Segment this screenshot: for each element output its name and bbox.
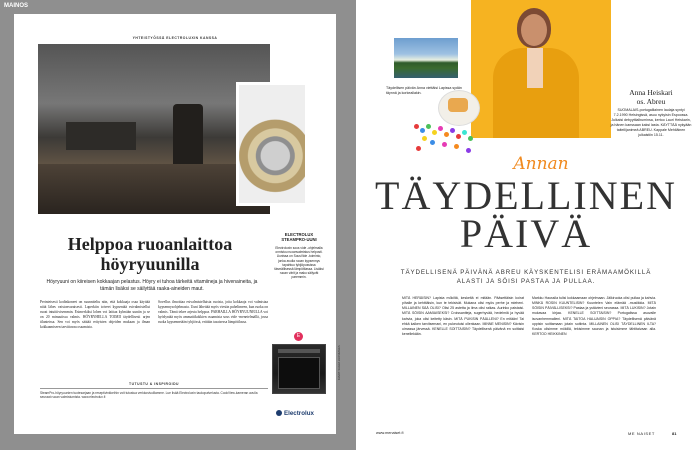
lapland-photo: [392, 36, 460, 80]
article-col1: MITÄ HERÄISIN? Lapista mökiltä, keskeltä ei mitään. Pääsettäisin koirat pihalle ja kehittäisin, kun te tekisivät. Mukana olisi myös perhe ja mieheni. MILLAINEN SÄÄ OLISI? Olisi 25 astetta ja ilma olisi raikas. Aurinko paistaisi. MITÄ SÖISIN AAMIAISEKSI? Croissantteja, sugerhyvää, hedelmiä ja hyvää kahvia, joka olisi keitetty käsin. MITÄ PUKISIN PÄÄLLENI? En mitään! Tai ehkä kaiken tarvitsemani, en pukeutuisi ollenkaan. MINNE MENISIN? Kävisin uimassa järvessä. KENELLE SOITTAISIN? Täydellisenä päivänä en soittaisi kenellekään.: [402, 296, 524, 337]
subject-name-suffix: os. Abreu: [636, 97, 666, 106]
subject-name: Anna Heiskari: [629, 88, 673, 97]
photo-caption: Täydellisen päivän Anna viettäisi Lapissa sydän täynnä ja korkeallakin.: [386, 86, 462, 95]
section-label: MAINOS: [4, 3, 28, 9]
ad-subhead: Höyryuuni on kiireisen kokkaajan pelastus. Höyry ei tuhoa tärkeitä vitamiineja ja hivenaineita, ja tämän lisäksi se säilyttää raaka-aineiden maut.: [46, 279, 258, 292]
electrolux-logo: [276, 408, 332, 420]
electrolux-logo-icon: [276, 410, 282, 416]
footer-url: www.menaiset.fi: [376, 431, 404, 435]
electrolux-logo-text: Electrolux: [284, 410, 314, 417]
editorial-page: [338, 0, 696, 450]
candy-plate: [434, 86, 486, 130]
title-line2: PÄIVÄ: [459, 211, 593, 256]
ad-body-col2: Sovellus ilmoittaa esivalmistelluista ruoista, joita kokkaaja voi valmistaa kypsennysohjelmasta. Uuni lähettää myös viestin puhelimeen, kun ruoka on valmis. Tämä tekee arjesta helppoa. PARHAILLA HÖYRYUUNEILLA voi hyödyntää myös ammattikokkien osaamista sous vide -menetelmällä, jossa ruoka kypsennetään tyhjiössä, erittäin tasaisessa lämpötilassa.: [158, 300, 268, 324]
portrait-photo: [471, 0, 611, 138]
title-script: Annan: [513, 154, 569, 174]
subject-bio: SUOMALAIS-portugalilainen laulaja syntyi 7.2.1990 Helsingissä, asuu nykyisin Espoossa. Julkaisi debyyttialbuminsa, kertoo Lauri Heiskarin, ja hänen kanssaan kaksi lasta. KÄYTTÄÄ nykyään taiteilijanimeä ABREU. Kappale Mehiläinen julkaistiin 15.11.: [610, 108, 692, 137]
advertisement-page: [14, 14, 336, 434]
footer-brand: ME NAISET: [628, 431, 655, 436]
ad-footer-text: SteamPro-höyryuunien tuotesarjaan ja reseptivinkkeihin voit tutustua verkkosivuillamme. Lue lisää Electroluxin taukopalvelusta. CookView-kameran avulla seuraat ruoan valmistumista. www.electrolux.fi: [40, 391, 258, 400]
steam-oven-image: [272, 344, 326, 394]
title-line1: TÄYDELLINEN: [375, 173, 677, 218]
product-box-text: Electroluxin sous vide -ohjelmalla onnistuu ruoanvalmistus helposti. Uunissa on SousVide -toiminto, jonka avulla ruoan kypsennys tapahtuu tyhjiöpussissa täsmällisessä lämpötilassa. Lisäksi ruoan värit ja maku säilyvät paremmin.: [274, 246, 324, 280]
ad-body-col1: Perinteisesti kodinkoneet on suunniteltu niin, että kokkaaja osaa käyttää niitä lähes vaistonvaraisesti. Laperkiin toiveet kypsentää esivalmistellut ruoat intuitiivisemmin. Esimerkiksi lohen voi laittaa kylmään uuniin ja se on 20 minuutissa valmis. HÖYRYHELLA TOIMII täydellisesti arjen tilanteissa. Sen voi myös säätää erityisten ohjeiden mukaan ja ilman kokkaamiseen tarvittavaa osaamista.: [40, 300, 150, 329]
photo-credit-vertical: KUVAT: SAARA LUOSKANEN: [338, 345, 341, 380]
pan-photo: [236, 82, 308, 206]
ad-kicker: YHTEISTYÖSSÄ ELECTROLUXIN KANSSA: [132, 36, 218, 40]
product-box-title: ELECTROLUX STEAMPRO-UUNI: [281, 232, 317, 243]
electrolux-dot-icon: E: [294, 332, 303, 341]
article-col2: Markku Haussila tulisi kokkaamaan ohjelmaan. Jälkiruoka olisi pullaa ja kahvia. MINKÄ ROSIN KUUNTELISIN? Kuuntelen Vain elämää -musiikkia. MITÄ SÖISIN PÄIVÄLLISEKSI? Pastaa ja ystävieni seurassa. MITÄ LUKISIN? Jotain mukavaa kirjaa. KENELLE SOITTAISIN? Portugalissa asuvalle isovanhemmalleni. MITÄ TAITOA HALUAISIN OPPIA? Täydellisenä päivänä oppisin soittamaan jotain soitinta. MILLAINEN OLISI TÄYDELLINEN ILTA? Koska olisimme mökillä, tekisimme saunan ja istuisimme tähtitaivaan alla. KERTOO HEIKKINEN: [532, 296, 656, 337]
ad-footer-kicker: TUTUSTU & INSPIROIDU: [129, 382, 179, 386]
page-number: 81: [672, 431, 677, 436]
ad-headline: Helppoa ruoanlaittoa höyryuunilla: [67, 234, 233, 274]
lead-text: TÄYDELLISENÄ PÄIVÄNÄ ABREU KÄYSKENTELISI ERÄMAAMÖKILLÄ ALASTI JA SÖISI PASTAA JA PULLAA.: [400, 269, 652, 285]
